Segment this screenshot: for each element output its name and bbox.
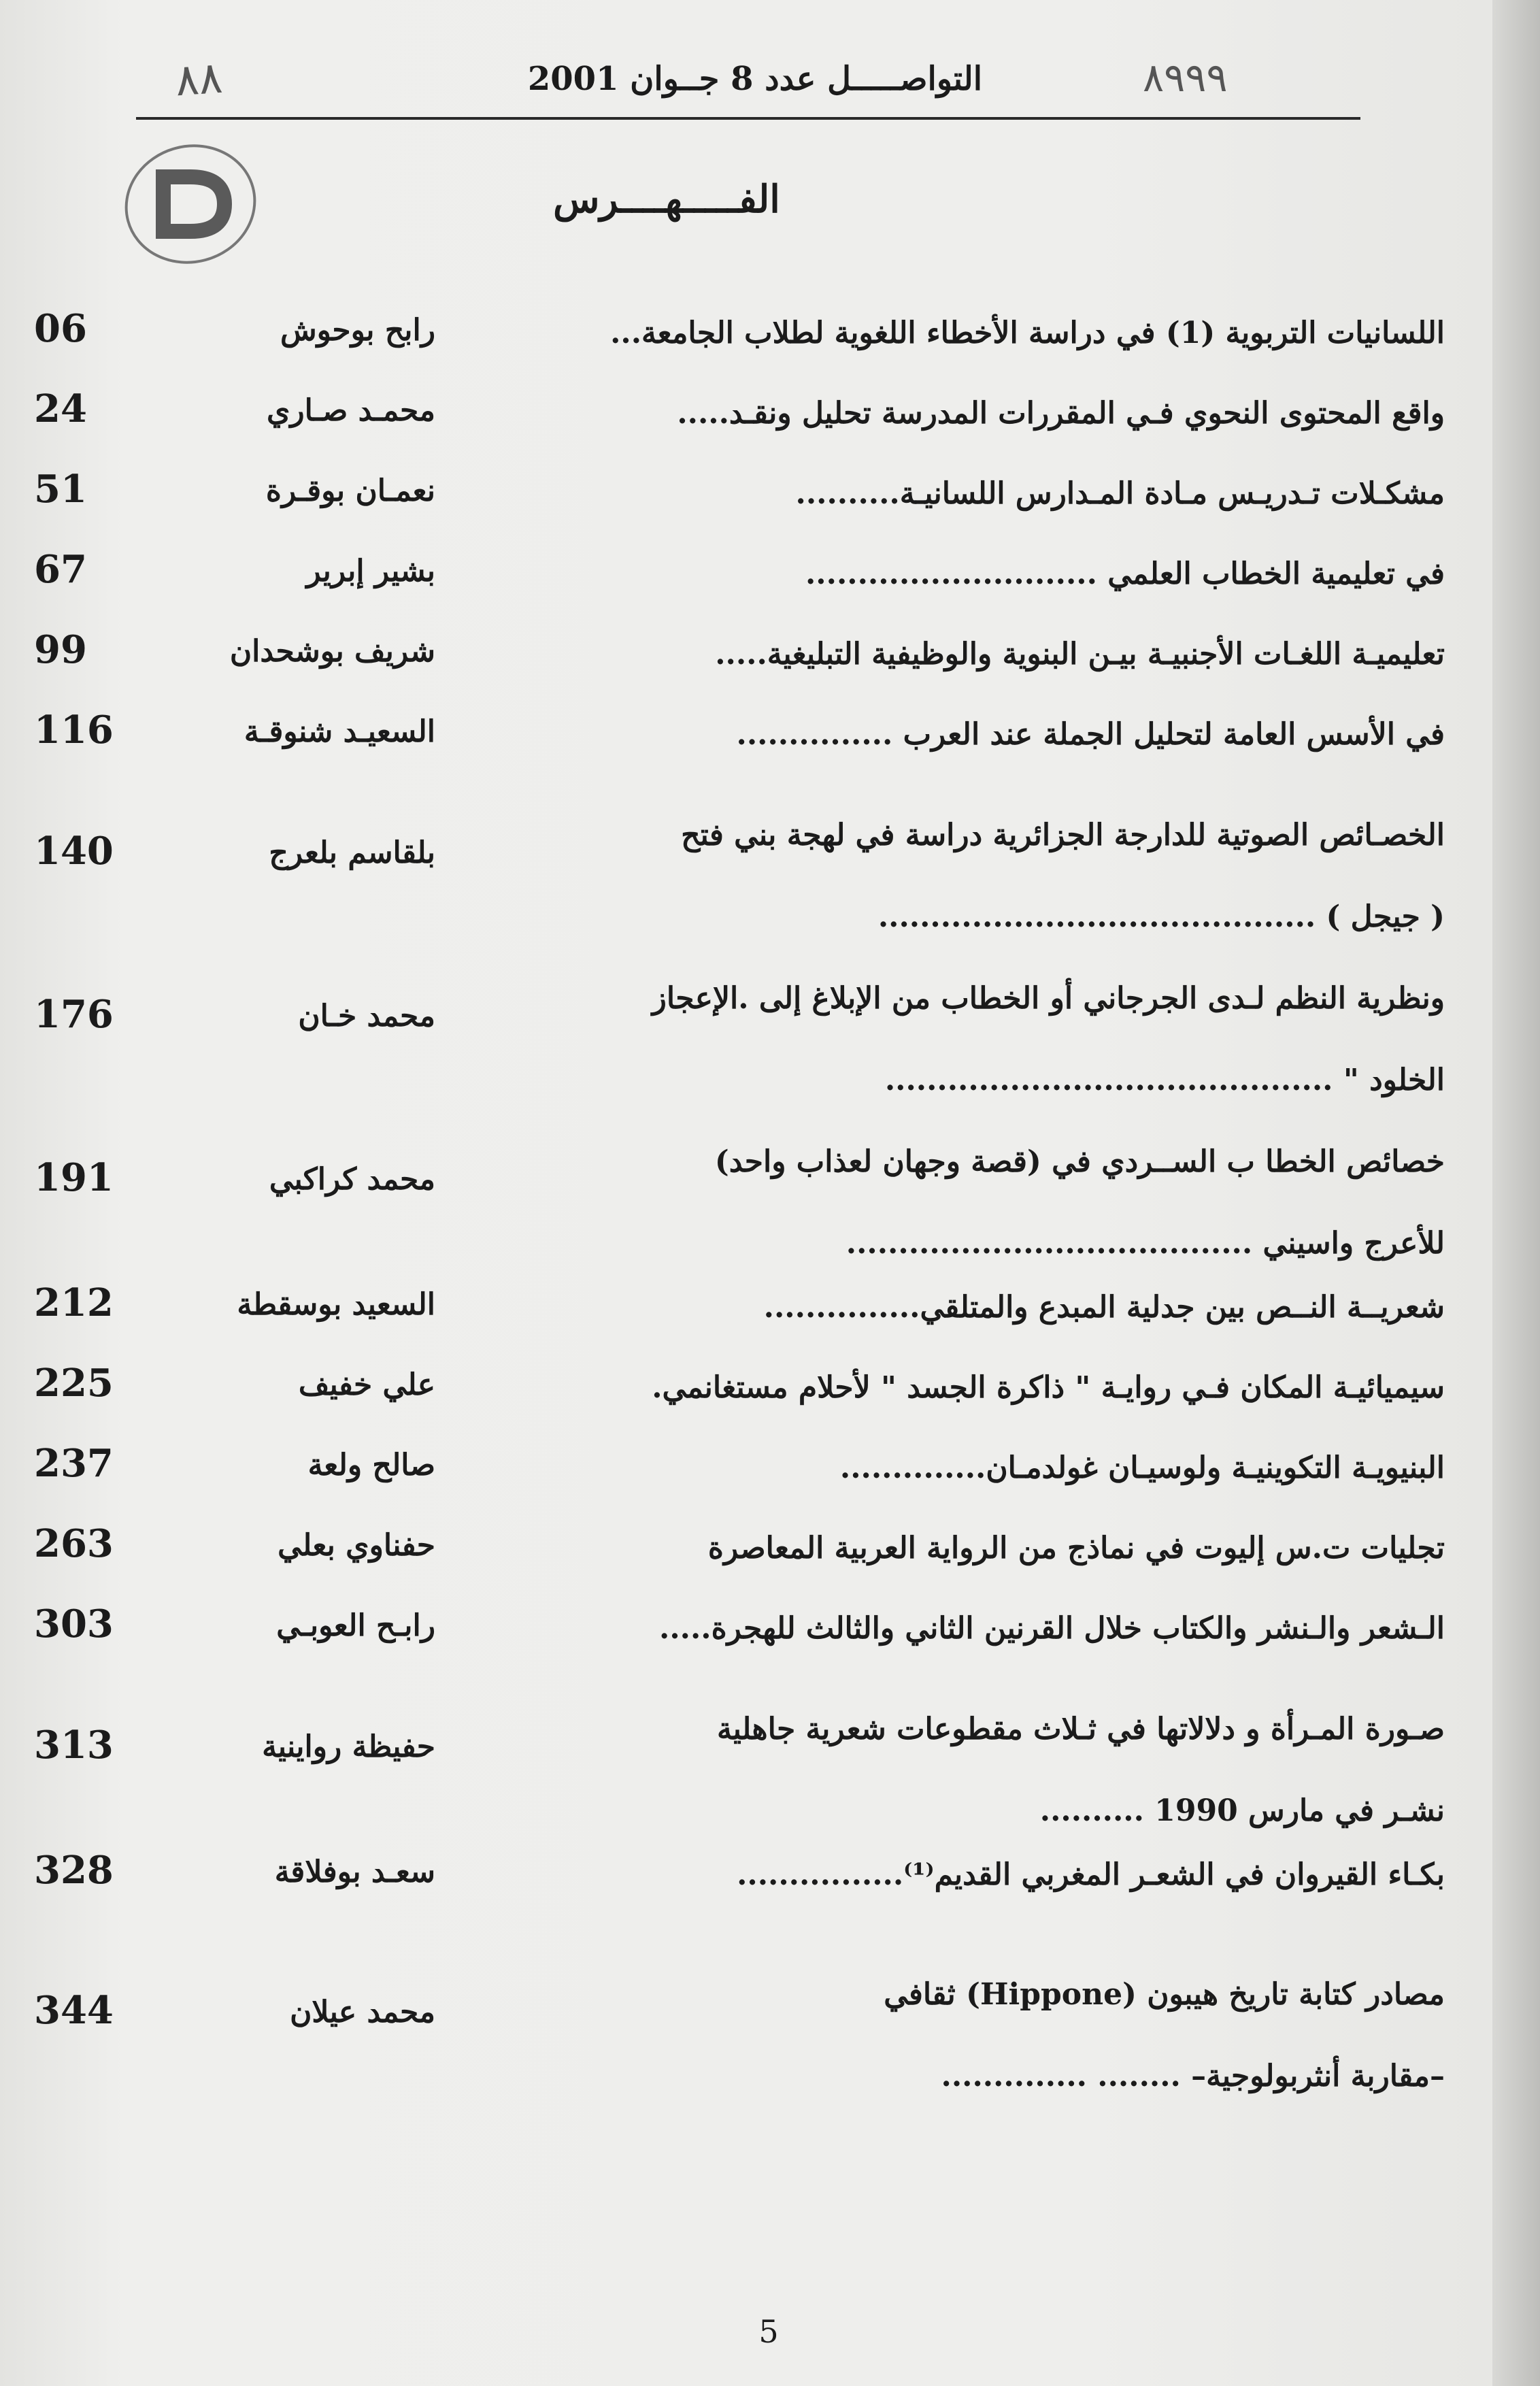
toc-entry-title-line: الخلود " ...........................................	[884, 1063, 1445, 1097]
toc-entry-title-line: ( جيجل ) ..........................................	[877, 899, 1445, 934]
toc-entry-title	[438, 393, 1445, 434]
toc-entry-page-number: 176	[34, 992, 114, 1037]
toc-entry-title-line: للأعرج واسيني .......................................	[846, 1226, 1445, 1261]
toc-entry-title	[438, 1121, 1445, 1285]
toc-entry-title	[438, 1368, 1445, 1408]
toc-entry-title-line: شعريــة النــص بين جدلية المبدع والمتلقي...............	[763, 1290, 1445, 1325]
toc-entry-page-number: 51	[34, 467, 87, 512]
toc-entry-author: محمد خـان	[298, 999, 435, 1033]
toc-entry-page-number: 191	[34, 1155, 114, 1200]
toc-entry-title-line: تجليات ت.س إليوت في نماذج من الرواية العربية المعاصرة	[707, 1531, 1445, 1565]
toc-entry-title-line: –مقاربة أنثربولوجية– ........ ..............	[941, 2059, 1445, 2093]
toc-entry-title	[438, 474, 1445, 514]
book-spine-shadow	[1492, 0, 1540, 2386]
toc-entry-page-number: 99	[34, 627, 87, 672]
toc-entry-page-number: 24	[34, 386, 87, 431]
toc-entry-title-line: تعليميـة اللغـات الأجنبيـة بيـن البنوية والوظيفية التبليغية.....	[715, 637, 1445, 672]
toc-entry-author: نعمـان بوقـرة	[265, 474, 435, 508]
toc-entry-title	[438, 1608, 1445, 1649]
toc-entry-page-number: 263	[34, 1521, 114, 1566]
toc-entry-title	[438, 795, 1445, 958]
toc-entry-page-number: 344	[34, 1988, 114, 2033]
page-number-footer: 5	[758, 2313, 779, 2350]
toc-entry-title	[438, 1448, 1445, 1489]
toc-entry-author: حفناوي بعلي	[278, 1528, 435, 1563]
toc-entry-title-line: بكـاء القيروان في الشعـر المغربي القديم⁽¹⁾................	[737, 1857, 1445, 1892]
toc-entry-title-line: سيميائيـة المكان فـي روايـة " ذاكرة الجسد " لأحلام مستغانمي.	[652, 1370, 1445, 1405]
toc-entry-title-line: في تعليمية الخطاب العلمي ............................	[805, 557, 1445, 591]
toc-entry-title	[438, 313, 1445, 354]
toc-entry-author: صالح ولعة	[307, 1448, 435, 1482]
toc-entry-author: محمـد صـاري	[266, 393, 435, 428]
toc-entry-author: محمد عيلان	[290, 1995, 435, 2029]
toc-entry-title-line: ونظرية النظم لـدى الجرجاني أو الخطاب من الإبلاغ إلى .الإعجاز	[652, 981, 1445, 1016]
toc-entry-title-line: نشـر في مارس 1990 ..........	[1039, 1793, 1445, 1828]
toc-entry-title	[438, 1689, 1445, 1852]
toc-entry-title-line: خصائص الخطا ب الســردي في (قصة وجهان لعذاب واحد)	[714, 1144, 1445, 1179]
toc-entry-title-line: مشكـلات تـدريـس مـادة المـدارس اللسانيـة..........	[795, 476, 1445, 511]
library-stamp-icon	[116, 136, 265, 272]
toc-entry-page-number: 116	[34, 708, 114, 752]
toc-entry-title-line: الـشعر والـنشر والكتاب خلال القرنين الثاني والثالث للهجرة.....	[659, 1611, 1445, 1646]
toc-entry-page-number: 303	[34, 1602, 114, 1646]
toc-title: الفـــــهــــرس	[553, 177, 780, 222]
toc-entry-page-number: 67	[34, 547, 87, 592]
handwritten-margin-note-left: ٨٨	[173, 52, 224, 107]
toc-entry-title	[438, 554, 1445, 595]
toc-entry-title	[438, 634, 1445, 675]
toc-entry-title-line: في الأسس العامة لتحليل الجملة عند العرب ...............	[736, 717, 1445, 752]
toc-entry-title-line: الخصـائص الصوتية للدارجة الجزائرية دراسة في لهجة بني فتح	[681, 818, 1445, 852]
toc-entry-title	[438, 714, 1445, 755]
toc-entry-author: بلقاسم بلعرج	[269, 835, 435, 870]
toc-entry-author: شريف بوشحدان	[229, 634, 435, 669]
toc-entry-title	[438, 958, 1445, 1121]
toc-entry-author: بشير إبرير	[306, 554, 435, 589]
toc-entry-author: رابـح العوبـي	[276, 1608, 435, 1643]
toc-entry-page-number: 313	[34, 1723, 114, 1768]
toc-entry-title	[438, 1855, 1445, 1895]
toc-entry-title-line: مصادر كتابة تاريخ هيبون (Hippone) ثقافي	[884, 1977, 1445, 2012]
toc-entry-title	[438, 1287, 1445, 1328]
toc-entry-title-line: اللسانيات التربوية (1) في دراسة الأخطاء اللغوية لطلاب الجامعة...	[610, 316, 1445, 350]
toc-entry-author: السعيـد شنوقـة	[244, 714, 435, 749]
toc-entry-title	[438, 1528, 1445, 1569]
toc-entry-page-number: 212	[34, 1280, 114, 1325]
toc-entry-page-number: 328	[34, 1848, 114, 1893]
toc-entry-page-number: 06	[34, 306, 87, 351]
toc-entry-author: علي خفيف	[298, 1368, 435, 1402]
toc-entry-page-number: 140	[34, 829, 114, 874]
toc-entry-author: سعـد بوفلاقة	[274, 1855, 435, 1889]
toc-entry-title	[438, 1954, 1445, 2117]
toc-entry-author: رابح بوحوش	[280, 313, 435, 348]
header-rule	[136, 117, 1360, 120]
toc-entry-title-line: صـورة المـرأة و دلالاتها في ثـلاث مقطوعات شعرية جاهلية	[716, 1712, 1445, 1746]
toc-entry-author: السعيد بوسقطة	[237, 1287, 435, 1322]
toc-entry-page-number: 237	[34, 1441, 114, 1486]
toc-entry-author: حفيظة رواينية	[262, 1729, 435, 1764]
toc-entry-title-line: واقع المحتوى النحوي فـي المقررات المدرسة تحليل ونقـد.....	[677, 396, 1445, 431]
toc-entry-title-line: البنيويـة التكوينيـة ولوسيـان غولدمـان..............	[839, 1451, 1445, 1485]
toc-entry-author: محمد كراكبي	[269, 1162, 435, 1197]
running-header-title: التواصـــــل عدد 8 جــوان 2001	[527, 60, 983, 98]
handwritten-margin-note-right: ٨٩٩٩	[1143, 54, 1228, 101]
toc-entry-page-number: 225	[34, 1361, 114, 1406]
